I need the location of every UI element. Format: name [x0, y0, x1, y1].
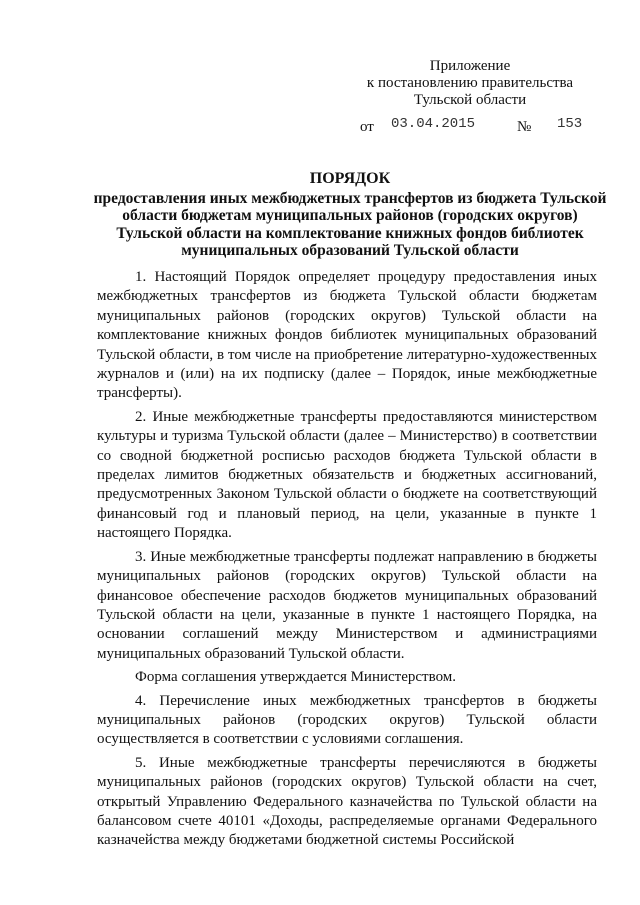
appendix-line-3: Тульской области — [413, 92, 527, 108]
document-body — [97, 268, 597, 851]
appendix-line-1: Приложение — [429, 58, 511, 74]
paragraph-3-form-note: Форма соглашения утверждается Министерством. — [135, 669, 457, 686]
appendix-line-2: к постановлению правительства — [366, 75, 574, 91]
appendix-header — [330, 58, 610, 109]
title-subtitle-line: области бюджетам муниципальных районов (городских округов) — [122, 207, 578, 224]
paragraph-5: 5. Иные межбюджетные трансферты перечисляются в бюджеты муниципальных районов (городских округов) Тульской области на счет, открытый Управлению Федерального казначейства по Тульской области на балансовом счете 40101 «Доходы, распределяемые органами Федерального казначейства между бюджетами бюджетной системы Российской — [97, 754, 597, 849]
document-date: 03.04.2015 — [391, 116, 476, 132]
title-subtitle-line: муниципальных образований Тульской области — [181, 242, 519, 259]
paragraph-2: 2. Иные межбюджетные трансферты предоставляются министерством культуры и туризма Тульской области (далее – Министерство) в соответствии со сводной бюджетной росписью расходов бюджета Тульской области в пределах лимитов бюджетных обязательств и бюджетных ассигнований, предусмотренных Законом Тульской области о бюджете на соответствующий финансовый год и плановый период, на цели, указанные в пункте 1 настоящего Порядка. — [97, 408, 597, 542]
paragraph-3: 3. Иные межбюджетные трансферты подлежат направлению в бюджеты муниципальных районов (городских округов) Тульской области на финансовое обеспечение расходов бюджетов муниципальных образований Тульской области на цели, указанные в пункте 1 настоящего Порядка, на основании соглашений между Министерством и администрациями муниципальных образований Тульской области. — [97, 548, 597, 662]
document-dateline — [0, 116, 640, 136]
document-number: 153 — [557, 116, 583, 132]
title-subtitle-line: предоставления иных межбюджетных трансфертов из бюджета Тульской — [93, 189, 607, 207]
paragraph-1: 1. Настоящий Порядок определяет процедуру предоставления иных межбюджетных трансфертов из бюджета Тульской области бюджетам муниципальных районов (городских округов) Тульской области на комплектование книжных фондов библиотек муниципальных образований Тульской области, в том числе на приобретение литературно-художественных журналов и (или) на их подписку (далее – Порядок, иные межбюджетные трансферты). — [97, 269, 597, 402]
title-subtitle-line: Тульской области на комплектование книжных фондов библиотек — [116, 224, 584, 242]
date-label: от — [360, 119, 374, 135]
number-label: № — [517, 119, 532, 135]
document-title — [90, 170, 610, 260]
title-heading: ПОРЯДОК — [309, 170, 391, 187]
paragraph-4: 4. Перечисление иных межбюджетных трансфертов в бюджеты муниципальных районов (городских округов) Тульской области осуществляется в соответствии с условиями соглашения. — [97, 692, 597, 748]
